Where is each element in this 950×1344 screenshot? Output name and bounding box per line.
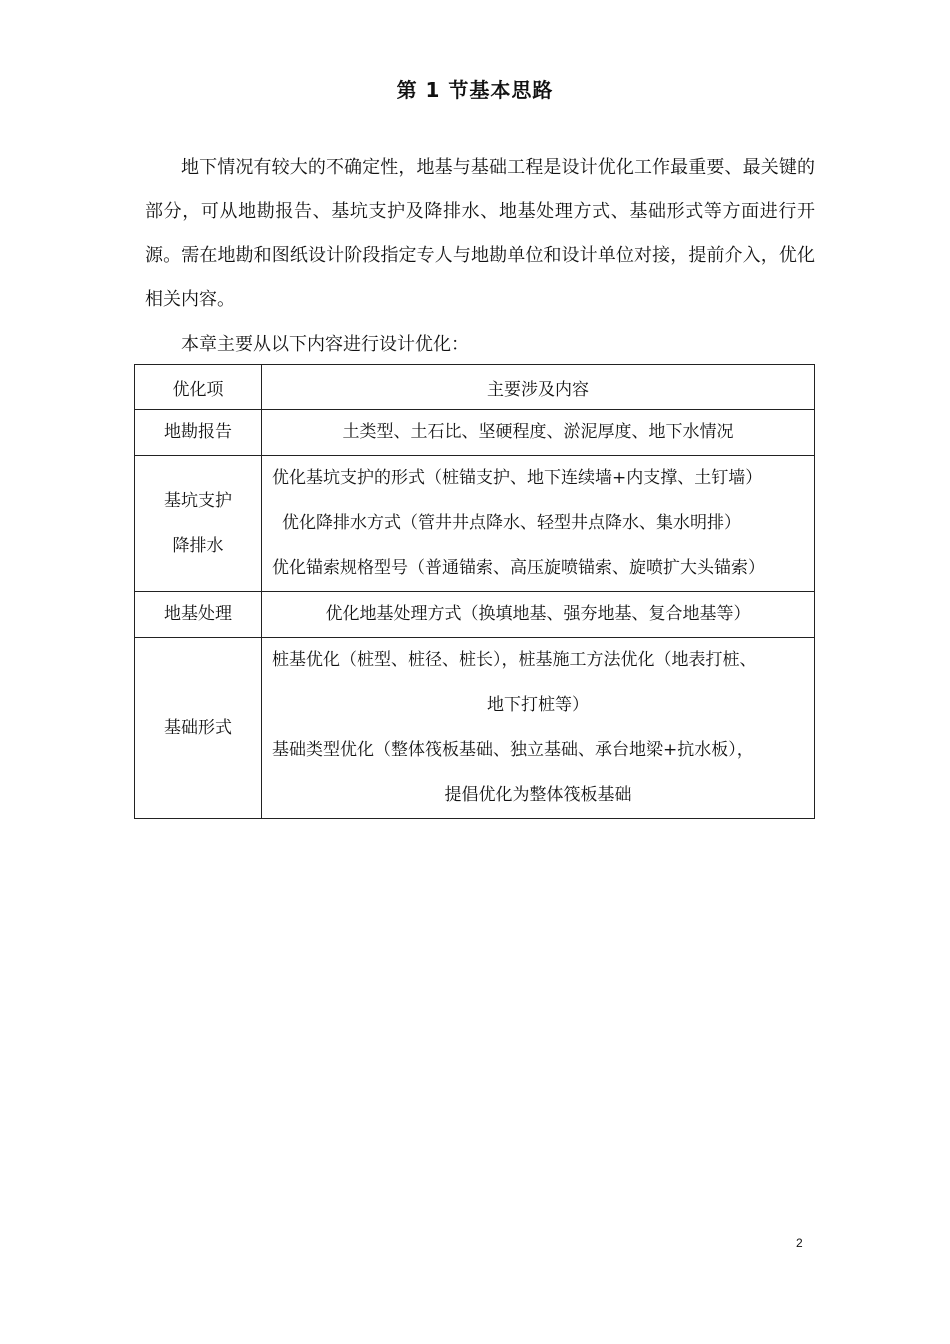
row-content-survey-report [262,410,815,456]
content-line: 优化降排水方式（管井井点降水、轻型井点降水、集水明排） [282,513,741,533]
table-row-survey [135,410,815,456]
row-item-foundation-form [135,638,262,819]
table-row-foundation-treatment [135,592,815,638]
table-row-foundation-form [135,638,815,819]
header-optimization-item: 优化项 [135,365,262,410]
content-line: 土类型、土石比、坚硬程度、淤泥厚度、地下水情况 [342,422,734,442]
row-content-pit-support [262,456,815,592]
content-line: 桩基优化（桩型、桩径、桩长），桩基施工方法优化（地表打桩、 [272,650,757,670]
page-title: 第 1 节基本思路 [396,78,554,102]
row-content-foundation-form [262,638,815,819]
optimization-table [134,364,815,819]
content-line: 基础类型优化（整体筏板基础、独立基础、承台地梁+抗水板）， [272,740,754,760]
content-line: 优化锚索规格型号（普通锚索、高压旋喷锚索、旋喷扩大头锚索） [272,558,765,578]
page-number: 2 [796,1236,803,1250]
content-line: 地下打桩等） [487,695,589,715]
body-paragraph: 地下情况有较大的不确定性，地基与基础工程是设计优化工作最重要、最关键的部分，可从地勘报告、基坑支护及降排水、地基处理方式、基础形式等方面进行开源。需在地勘和图纸设计阶段指定专人与地勘单位和设计单位对接，提前介入，优化相关内容。 [145,157,815,310]
item-text: 基坑支护 [164,490,232,511]
table-row-pit-support [135,456,815,592]
row-item-pit-support [135,456,262,592]
item-text: 地基处理 [164,604,232,624]
item-text: 降排水 [172,535,224,556]
content-line: 提倡优化为整体筏板基础 [444,785,632,805]
table-header-row [135,365,815,410]
table-intro-text: 本章主要从以下内容进行设计优化： [181,334,469,355]
item-text: 地勘报告 [164,422,232,442]
header-main-content: 主要涉及内容 [262,365,815,410]
row-item-foundation-treatment [135,592,262,638]
row-content-foundation-treatment [262,592,815,638]
content-line: 优化地基处理方式（换填地基、强夯地基、复合地基等） [325,604,751,624]
item-text: 基础形式 [164,717,232,738]
content-line: 优化基坑支护的形式（桩锚支护、地下连续墙+内支撑、土钉墙） [272,468,763,488]
row-item-survey-report [135,410,262,456]
